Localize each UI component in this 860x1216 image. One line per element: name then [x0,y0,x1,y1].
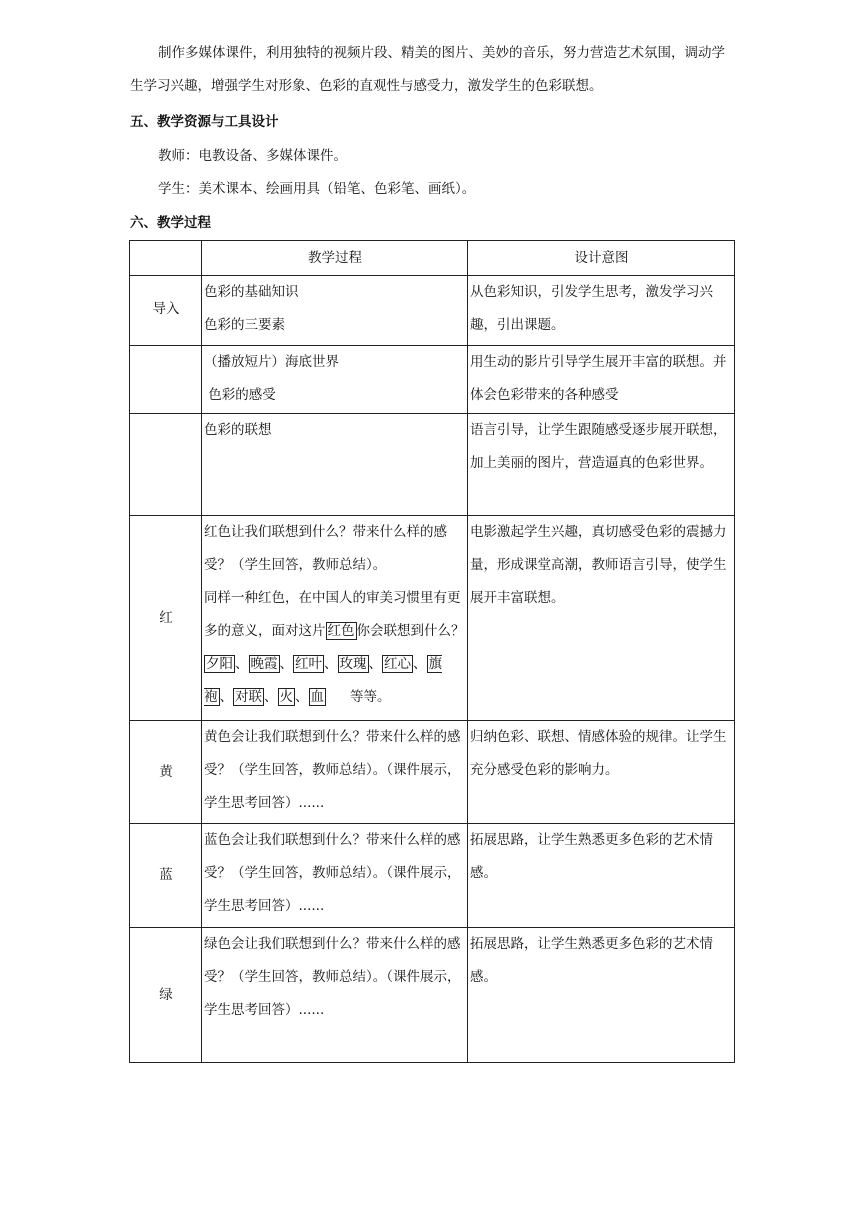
row-process [202,516,468,721]
section-6-heading: 六、教学过程 [130,215,211,231]
row-intent: 用生动的影片引导学生展开丰富的联想。并体会色彩带来的各种感受 [468,346,735,414]
separator: 、 [324,656,338,672]
teacher-resources: 教师：电教设备、多媒体课件。 [158,148,347,164]
row-label: 绿 [130,928,202,1063]
process-line: 色彩的基础知识 [204,284,299,300]
red-item-box: 夕阳 [206,656,233,672]
row-process [202,346,468,414]
separator: 、 [264,689,278,705]
row-process [202,276,468,346]
red-item-box: 红叶 [295,656,322,672]
separator: 、 [219,689,233,705]
table-row [130,346,735,414]
student-resources: 学生：美术课本、绘画用具（铅笔、色彩笔、画纸）。 [158,181,476,197]
row-intent: 从色彩知识，引发学生思考，激发学习兴趣，引出课题。 [468,276,735,346]
row-label: 黄 [130,721,202,824]
teaching-process-table [129,240,735,1063]
header-process: 教学过程 [202,241,468,276]
separator: 、 [295,689,309,705]
red-item-box: 红心 [384,656,411,672]
row-label: 导入 [130,276,202,346]
separator: 、 [413,656,427,672]
red-item-box: 玫瑰 [339,656,367,672]
header-intent: 设计意图 [468,241,735,276]
row-process: 绿色会让我们联想到什么？带来什么样的感受？（学生回答，教师总结）。（课件展示，学生思考回答）...... [202,928,468,1063]
row-intent: 拓展思路，让学生熟悉更多色彩的艺术情感。 [468,824,735,928]
red-item-box: 血 [310,689,324,705]
process-line: （播放短片）海底世界 [204,354,339,370]
table-row [130,516,735,721]
separator: 、 [368,656,382,672]
row-label: 蓝 [130,824,202,928]
process-tail: 等等。 [350,689,391,705]
row-process: 黄色会让我们联想到什么？带来什么样的感受？（学生回答，教师总结）。（课件展示，学生思考回答）...... [202,721,468,824]
separator: 、 [279,656,293,672]
row-process [202,414,468,516]
header-blank [130,241,202,276]
row-intent: 语言引导，让学生跟随感受逐步展开联想，加上美丽的图片，营造逼真的色彩世界。 [468,414,735,516]
process-text: 红色让我们联想到什么？带来什么样的感受？（学生回答，教师总结）。 [204,524,447,573]
row-label [130,346,202,414]
row-label [130,414,202,516]
table-row [130,721,735,824]
table-row [130,928,735,1063]
table-row [130,276,735,346]
row-intent: 拓展思路，让学生熟悉更多色彩的艺术情感。 [468,928,735,1063]
row-intent: 电影激起学生兴趣，真切感受色彩的震撼力量，形成课堂高潮，教师语言引导，使学生展开丰富联想。 [468,516,735,721]
red-item-box: 对联 [235,689,262,705]
process-line: 色彩的联想 [204,422,272,438]
process-text-part: 你会联想到什么？ [356,623,465,639]
row-intent: 归纳色彩、联想、情感体验的规律。让学生充分感受色彩的影响力。 [468,721,735,824]
process-line: 色彩的感受 [204,387,276,403]
row-process: 蓝色会让我们联想到什么？带来什么样的感受？（学生回答，教师总结）。（课件展示，学生思考回答）...... [202,824,468,928]
table-row [130,414,735,516]
table-row [130,824,735,928]
red-item-box: 晚霞 [250,656,278,672]
separator: 、 [235,656,249,672]
red-item-box: 旗袍 [204,656,442,705]
process-text [204,582,466,714]
process-text-part: 同样一种红色，在中国人的审美习惯里有更多的意义，面对这片 [204,590,461,639]
process-line: 色彩的三要素 [204,317,285,333]
row-label: 红 [130,516,202,721]
section-5-heading: 五、教学资源与工具设计 [130,114,279,130]
boxed-term: 红色 [327,623,355,639]
red-item-box: 火 [279,689,293,705]
intro-paragraph: 制作多媒体课件，利用独特的视频片段、精美的图片、美妙的音乐，努力营造艺术氛围，调动学生学习兴趣，增强学生对形象、色彩的直观性与感受力，激发学生的色彩联想。 [130,45,725,94]
table-header-row [130,241,735,276]
